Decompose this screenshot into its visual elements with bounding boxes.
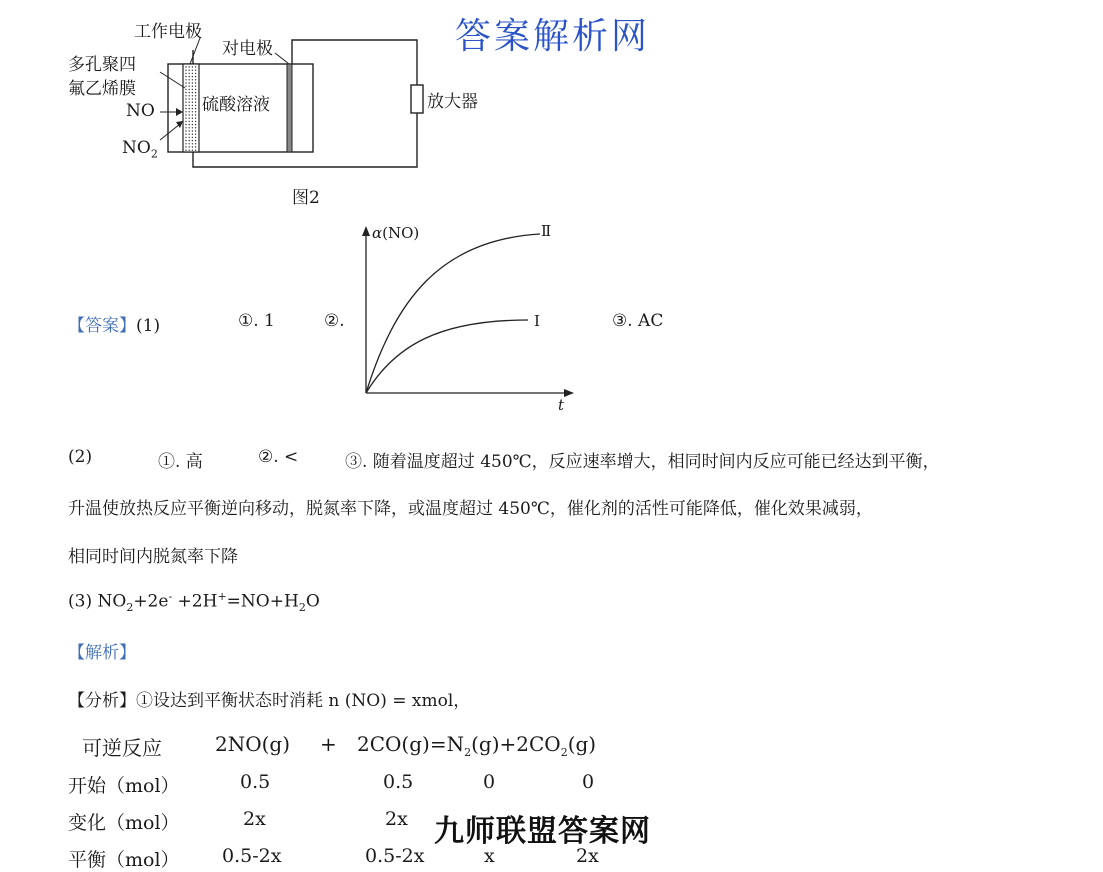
q2-a: ①. 高 bbox=[158, 452, 203, 472]
q2-c-line3: 相同时间内脱氮率下降 bbox=[68, 547, 238, 567]
q2-num: (2) bbox=[68, 447, 93, 467]
answer-line-1: 【答案】(1) bbox=[68, 316, 161, 336]
label-membrane-2: 氟乙烯膜 bbox=[68, 79, 136, 99]
ice-cell: 0 bbox=[582, 771, 595, 793]
ice-cell: 0.5-2x bbox=[222, 845, 282, 867]
ice-cell: 2x bbox=[576, 845, 599, 867]
q2-b: ②. < bbox=[258, 447, 299, 467]
ice-cell: 0.5-2x bbox=[365, 845, 425, 867]
ice-row-eq-label: 平衡（mol） bbox=[68, 849, 180, 871]
label-no2: $NO_2$ bbox=[122, 138, 158, 161]
label-no: NO bbox=[126, 101, 155, 121]
answer-tag: 【答案】 bbox=[68, 316, 136, 336]
label-counter-electrode: 对电极 bbox=[222, 39, 273, 59]
curve-ii bbox=[366, 234, 540, 393]
ice-cell: 2x bbox=[243, 808, 266, 830]
ice-cell: 0.5 bbox=[383, 771, 414, 793]
analysis-tag: 【解析】 bbox=[68, 643, 136, 663]
q2-c-line2: 升温使放热反应平衡逆向移动，脱氮率下降，或温度超过 450℃，催化剂的活性可能降低，催化效果减弱， bbox=[68, 499, 873, 519]
ice-cell: x bbox=[484, 845, 495, 867]
analysis-intro: 【分析】①设达到平衡状态时消耗 n (NO) = xmol， bbox=[68, 691, 471, 711]
ice-cell: 0.5 bbox=[240, 771, 271, 793]
ice-cell: 2x bbox=[385, 808, 408, 830]
graph-ylabel: α(NO) bbox=[372, 224, 420, 242]
label-solution: 硫酸溶液 bbox=[202, 95, 270, 115]
label-work-electrode: 工作电极 bbox=[134, 22, 202, 42]
ice-header-label: 可逆反应 bbox=[82, 736, 162, 760]
ice-row-start-label: 开始（mol） bbox=[68, 775, 180, 797]
watermark-bottom: 九师联盟答案网 bbox=[434, 814, 651, 849]
figure-caption: 图2 bbox=[292, 188, 320, 208]
graph-xlabel: t bbox=[558, 396, 565, 414]
ice-row-change-label: 变化（mol） bbox=[68, 812, 180, 834]
ice-header-rest: $2CO(g)=N_2(g)+2CO_2(g)$ bbox=[357, 732, 597, 759]
q2-c-line1: ③. 随着温度超过 450℃，反应速率增大，相同时间内反应可能已经达到平衡， bbox=[345, 452, 940, 472]
ice-header-no: 2NO(g) bbox=[215, 732, 291, 756]
watermark-top: 答案解析网 bbox=[455, 16, 651, 57]
ice-header-plus: + bbox=[320, 732, 337, 756]
q1-b: ②. bbox=[324, 311, 345, 331]
q1-a: ①. 1 bbox=[238, 311, 275, 331]
curve-i-label: Ⅰ bbox=[534, 312, 540, 330]
label-amplifier: 放大器 bbox=[427, 92, 478, 112]
ice-cell: 0 bbox=[483, 771, 496, 793]
q1-c: ③. AC bbox=[612, 311, 664, 331]
label-membrane-1: 多孔聚四 bbox=[68, 55, 136, 75]
curve-ii-label: Ⅱ bbox=[541, 222, 552, 240]
q3-line: (3) $NO_2+2e^- +2H^+=NO+H_2O$ bbox=[68, 590, 320, 615]
